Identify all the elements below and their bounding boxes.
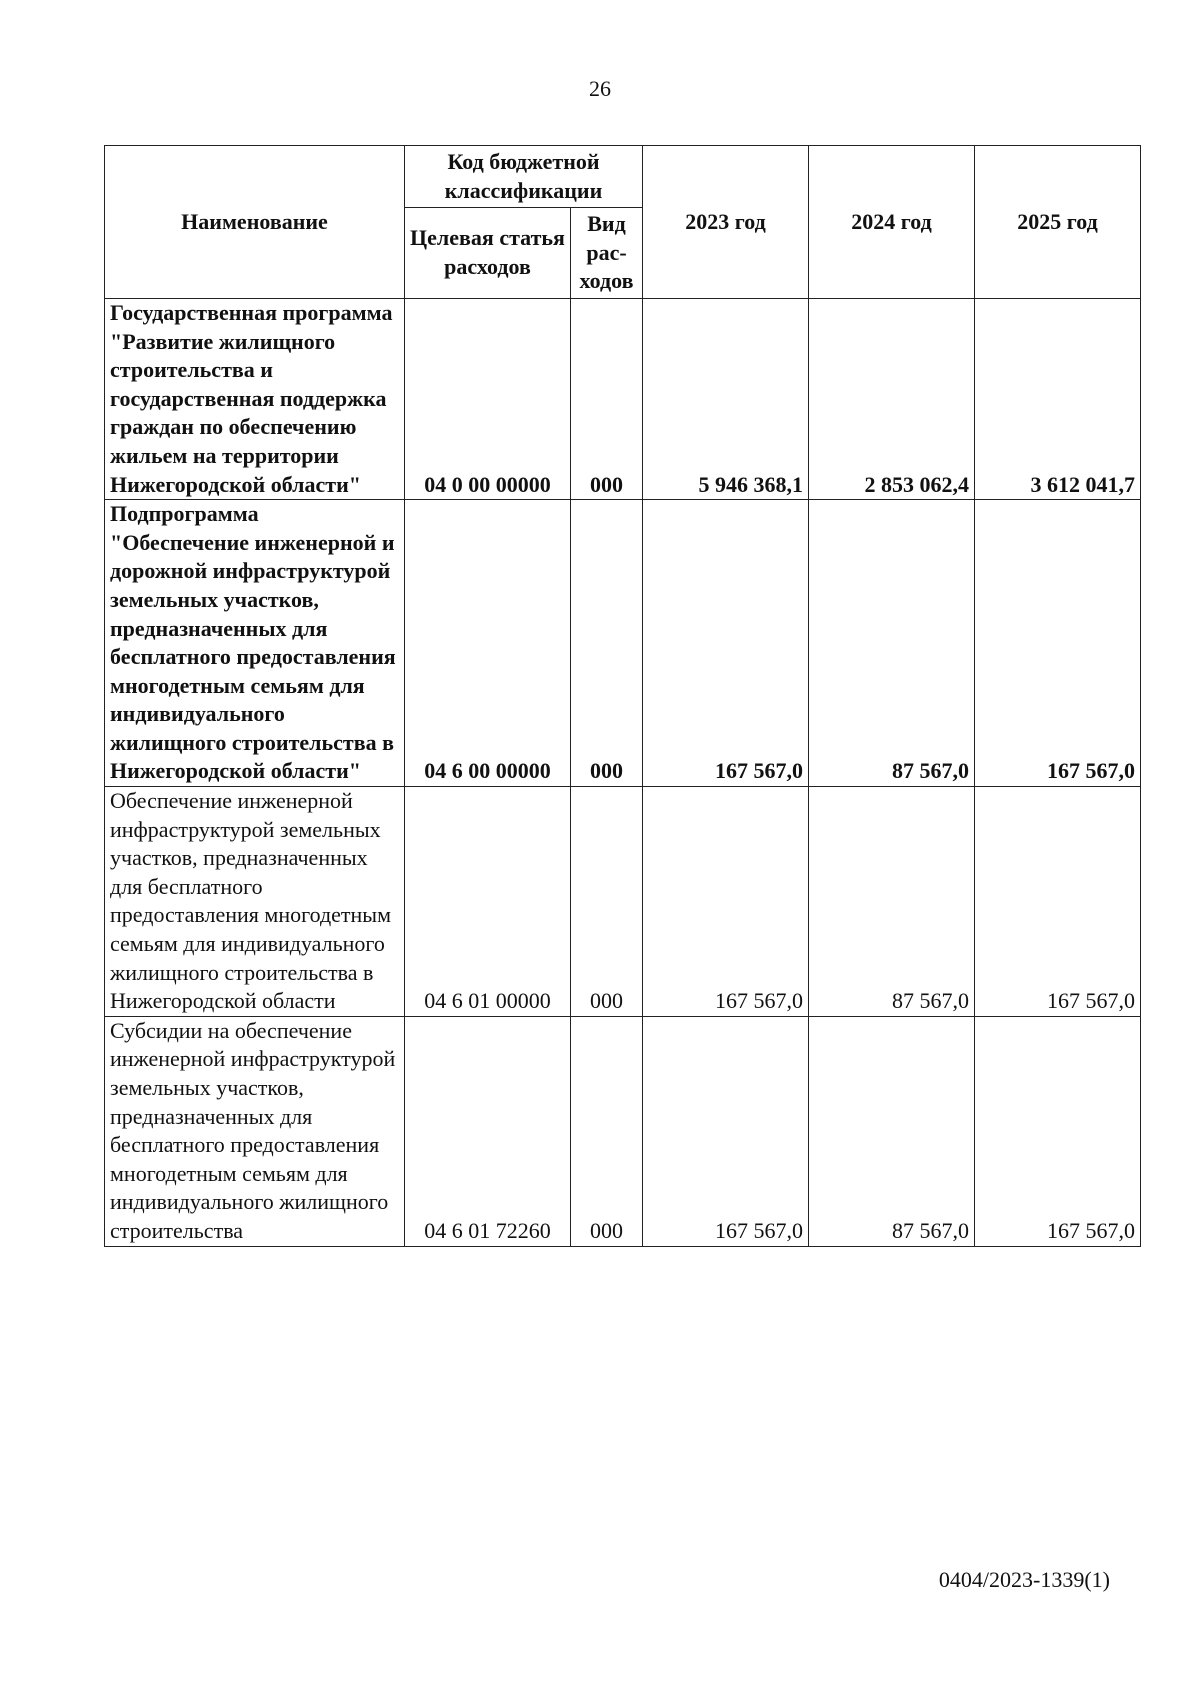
table-row [105, 787, 1141, 1017]
header-2024: 2024 год [809, 146, 975, 299]
table-row [105, 500, 1141, 787]
row-value-2023: 167 567,0 [643, 787, 809, 1017]
row-expense-kind: 000 [571, 787, 643, 1017]
row-value-2025: 167 567,0 [975, 500, 1141, 787]
header-code-group: Код бюджетной классификации [405, 146, 643, 208]
row-expense-kind: 000 [571, 500, 643, 787]
row-value-2023: 5 946 368,1 [643, 298, 809, 499]
row-value-2023: 167 567,0 [643, 500, 809, 787]
header-2023: 2023 год [643, 146, 809, 299]
row-target-code: 04 0 00 00000 [405, 298, 571, 499]
header-target-article: Целевая статья расходов [405, 208, 571, 299]
row-name: Субсидии на обеспечение инженерной инфраструктурой земельных участков, предназначенных для бесплатного предоставления многодетным семьям для индивидуального жилищного строительства [105, 1016, 405, 1246]
page-number: 26 [589, 76, 611, 101]
row-target-code: 04 6 01 00000 [405, 787, 571, 1017]
row-value-2024: 87 567,0 [809, 787, 975, 1017]
row-target-code: 04 6 00 00000 [405, 500, 571, 787]
table-row [105, 1016, 1141, 1246]
budget-table [104, 145, 1141, 1247]
header-expense-kind: Вид рас-ходов [571, 208, 643, 299]
row-name: Государственная программа "Развитие жилищного строительства и государственная поддержка граждан по обеспечению жильем на территории Нижегородской области" [105, 298, 405, 499]
row-target-code: 04 6 01 72260 [405, 1016, 571, 1246]
row-expense-kind: 000 [571, 298, 643, 499]
row-name: Подпрограмма "Обеспечение инженерной и дорожной инфраструктурой земельных участков, предназначенных для бесплатного предоставления многодетным семьям для индивидуального жилищного строительства в Нижегородской области" [105, 500, 405, 787]
row-name: Обеспечение инженерной инфраструктурой земельных участков, предназначенных для бесплатного предоставления многодетным семьям для индивидуального жилищного строительства в Нижегородской области [105, 787, 405, 1017]
header-name: Наименование [105, 146, 405, 299]
row-value-2024: 2 853 062,4 [809, 298, 975, 499]
header-2025: 2025 год [975, 146, 1141, 299]
document-registration-number: 0404/2023-1339(1) [938, 1567, 1110, 1592]
row-value-2025: 167 567,0 [975, 787, 1141, 1017]
row-value-2024: 87 567,0 [809, 500, 975, 787]
table-row [105, 298, 1141, 499]
row-expense-kind: 000 [571, 1016, 643, 1246]
row-value-2025: 167 567,0 [975, 1016, 1141, 1246]
row-value-2023: 167 567,0 [643, 1016, 809, 1246]
row-value-2025: 3 612 041,7 [975, 298, 1141, 499]
row-value-2024: 87 567,0 [809, 1016, 975, 1246]
